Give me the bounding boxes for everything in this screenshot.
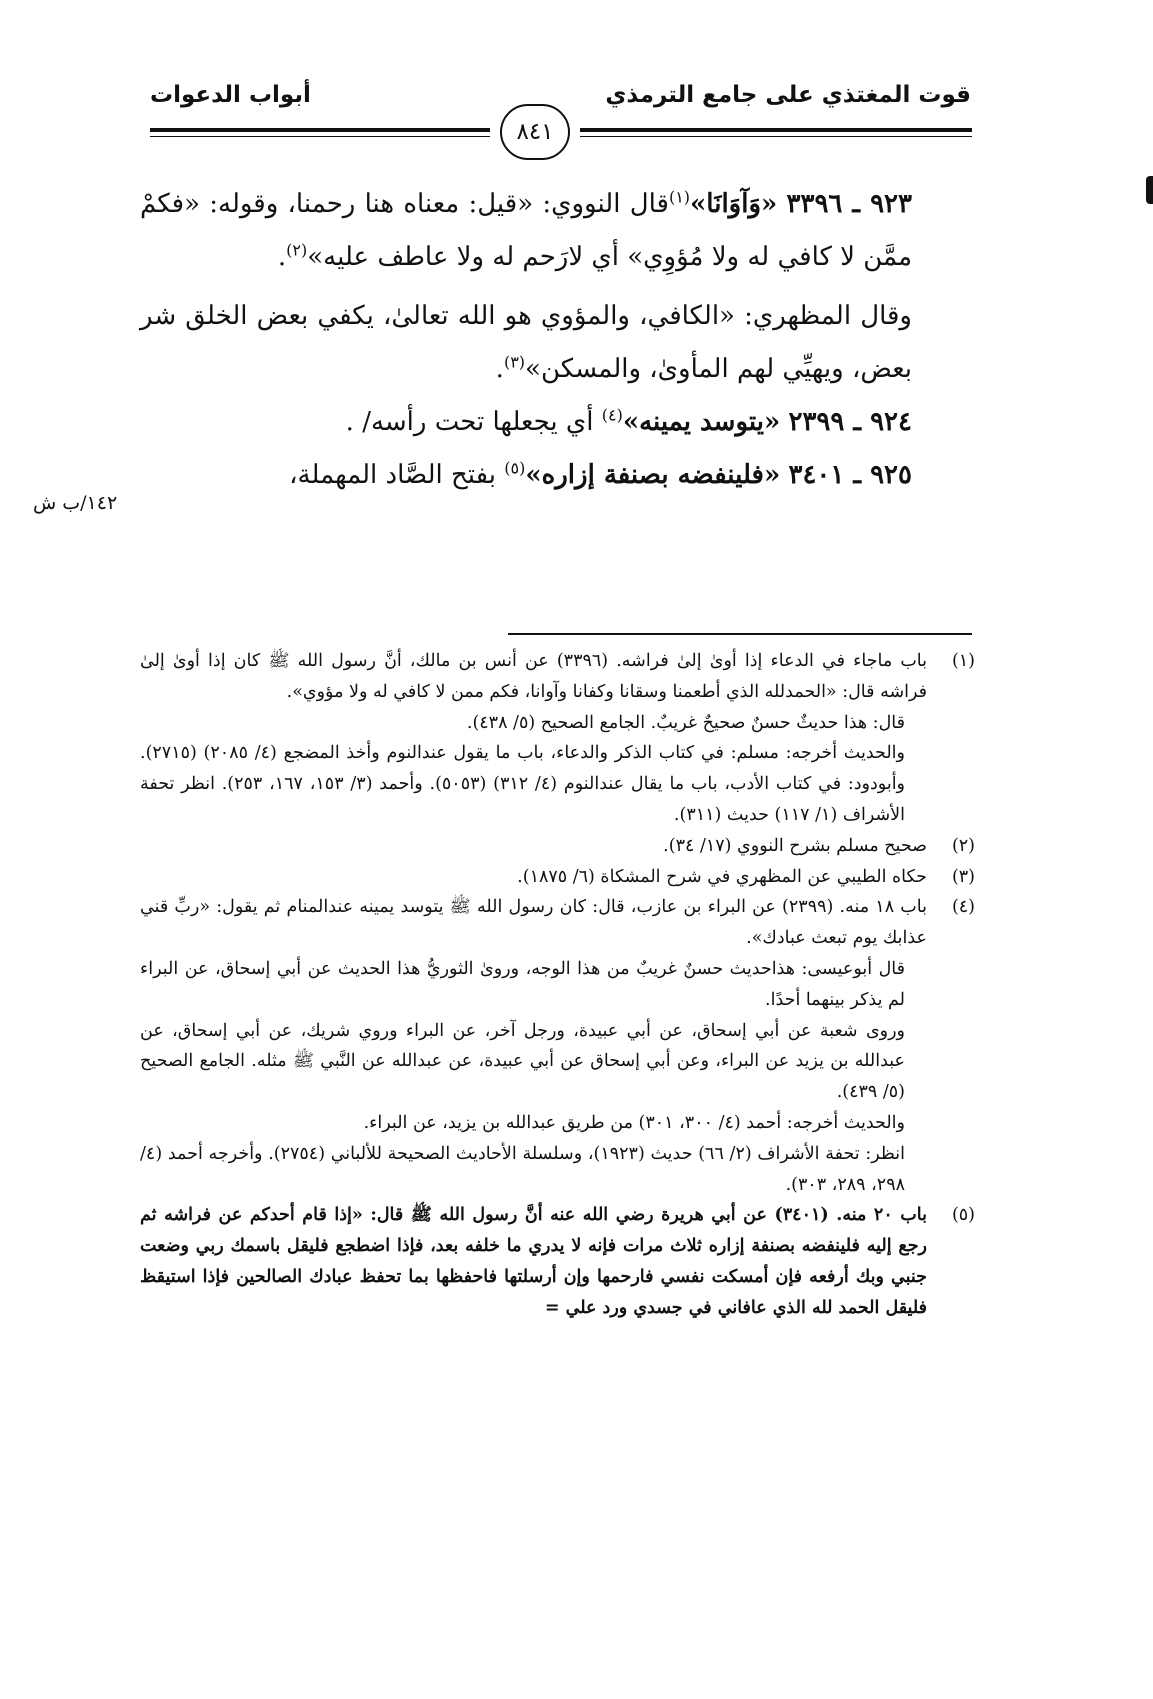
entry-lemma: «وَآوَانَا» xyxy=(690,189,778,219)
footnotes xyxy=(140,646,975,1324)
running-title-chapter: أبواب الدعوات xyxy=(150,82,311,108)
footnote-number: (٢) xyxy=(951,835,975,856)
page-number: ٨٤١ xyxy=(500,104,570,160)
footnote-5 xyxy=(140,1200,975,1323)
entry-924 xyxy=(140,396,972,449)
footnote-2 xyxy=(140,831,975,862)
footnote-text: باب ١٨ منه. (٢٣٩٩) عن البراء بن عازب، قال: كان رسول الله ﷺ يتوسد يمينه عندالمنام ثم يقول: «ربِّ قني عذابك يوم تبعث عبادك». xyxy=(140,897,927,949)
commentary-text: وقال المظهري: «الكافي، والمؤوي هو الله تعالىٰ، يكفي بعض الخلق شر بعض، ويهيِّي لهم المأوىٰ، والمسكن» xyxy=(140,301,912,384)
entry-925 xyxy=(140,449,972,502)
entry-number: ٩٢٥ ـ ٣٤٠١ xyxy=(788,460,912,490)
edge-mark xyxy=(1146,176,1153,204)
footnote-text: وروى شعبة عن أبي إسحاق، عن أبي عبيدة، ورجل آخر، عن البراء وروي شريك، عن أبي إسحاق، عن عبدالله بن يزيد عن البراء، وعن أبي إسحاق عن أبي عبيدة، عن عبدالله عن النَّبي ﷺ مثله. الجامع الصحيح (٥/ ٤٣٩). xyxy=(140,1020,905,1103)
footnote-separator xyxy=(508,633,972,635)
entry-923 xyxy=(140,178,972,284)
entry-lemma: «فلينفضه بصنفة إزاره» xyxy=(525,460,781,490)
footnote-1 xyxy=(140,646,975,831)
entry-commentary: أي يجعلها تحت رأسه/ . xyxy=(345,407,594,437)
header-rule-left xyxy=(150,128,490,132)
footnote-text: باب ماجاء في الدعاء إذا أوىٰ إلىٰ فراشه. (٣٣٩٦) عن أنس بن مالك، أنَّ رسول الله ﷺ كان إذا أوىٰ إلىٰ فراشه قال: «الحمدلله الذي أطعمنا وسقانا وكفانا وآوانا، فكم ممن لا كافي له ولا مؤوي». xyxy=(140,651,927,702)
footnote-text: حكاه الطيبي عن المظهري في شرح المشكاة (٦/ ١٨٧٥). xyxy=(517,866,927,887)
footnote-number: (٤) xyxy=(951,897,975,918)
footnote-4 xyxy=(140,892,975,1200)
footnote-ref[interactable]: (١) xyxy=(668,187,691,207)
footnote-number: (١) xyxy=(951,651,975,671)
footnote-text: قال أبوعيسى: هذاحديث حسنٌ غريبٌ من هذا الوجه، وروىٰ الثوريُّ هذا الحديث عن أبي إسحاق، عن البراء لم يذكر بينهما أحدًا. xyxy=(140,958,905,1010)
running-title-book: قوت المغتذي على جامع الترمذي xyxy=(605,82,971,108)
footnote-ref[interactable]: (٥) xyxy=(504,458,526,478)
footnote-3 xyxy=(140,862,975,893)
footnote-ref[interactable]: (٤) xyxy=(601,405,623,425)
header-rule-right xyxy=(580,128,972,132)
footnote-ref[interactable]: (٢) xyxy=(286,240,308,260)
entry-number: ٩٢٣ ـ ٣٣٩٦ xyxy=(786,189,912,219)
period: . xyxy=(277,242,287,272)
period: . xyxy=(495,354,504,384)
entry-lemma: «يتوسد يمينه» xyxy=(622,407,781,437)
footnote-number: (٣) xyxy=(951,866,975,887)
entry-commentary: بفتح الصَّاد المهملة، xyxy=(289,460,496,490)
footnote-number: (٥) xyxy=(951,1205,975,1226)
paragraph-mazhari xyxy=(140,290,972,396)
margin-manuscript-note: ١٤٢/ب ش xyxy=(33,492,118,514)
footnote-text: انظر: تحفة الأشراف (٢/ ٦٦) حديث (١٩٢٣)، وسلسلة الأحاديث الصحيحة للألباني (٢٧٥٤). وأخرجه أحمد (٤/ ٢٩٨، ٢٨٩، ٣٠٣). xyxy=(140,1143,905,1195)
entry-number: ٩٢٤ ـ ٢٣٩٩ xyxy=(788,407,912,437)
entry-commentary: قال النووي: «قيل: معناه هنا رحمنا، وقوله: «فكمْ ممَّن لا كافي له ولا مُؤوِي» أي لارَحم له ولا عاطف عليه» xyxy=(140,189,912,272)
main-text xyxy=(140,178,972,502)
footnote-text: والحديث أخرجه: أحمد (٤/ ٣٠٠، ٣٠١) من طريق عبدالله بن يزيد، عن البراء. xyxy=(363,1112,905,1133)
footnote-text: والحديث أخرجه: مسلم: في كتاب الذكر والدعاء، باب ما يقول عندالنوم وأخذ المضجع (٤/ ٢٠٨٥) (٢٧١٥). وأبودود: في كتاب الأدب، باب ما يقال عندالنوم (٤/ ٣١٢) (٥٠٥٣). وأحمد (٣/ ١٥٣، ١٦٧، ٢٥٣). انظر تحفة الأشراف (١/ ١١٧) حديث (٣١١). xyxy=(140,743,906,825)
footnote-ref[interactable]: (٣) xyxy=(503,352,526,372)
footnote-text: باب ٢٠ منه. (٣٤٠١) عن أبي هريرة رضي الله عنه أنَّ رسول الله ﷺ قال: «إذا قام أحدكم عن فراشه ثم رجع إليه فلينفضه بصنفة إزاره ثلاث مرات فإنه لا يدري ما خلفه بعد، فإذا اضطجع فليقل باسمك ربي وضعت جنبي وبك أرفعه فإن أمسكت نفسي فارحمها وإن أرسلتها فاحفظها بما تحفظ عبادك الصالحين فإذا استيقظ فليقل الحمد لله الذي عافاني في جسدي ورد علي = xyxy=(140,1205,927,1318)
footnote-text: قال: هذا حديثٌ حسنٌ صحيحٌ غريبٌ. الجامع الصحيح (٥/ ٤٣٨). xyxy=(466,712,905,733)
footnote-text: صحيح مسلم بشرح النووي (١٧/ ٣٤). xyxy=(663,835,927,856)
